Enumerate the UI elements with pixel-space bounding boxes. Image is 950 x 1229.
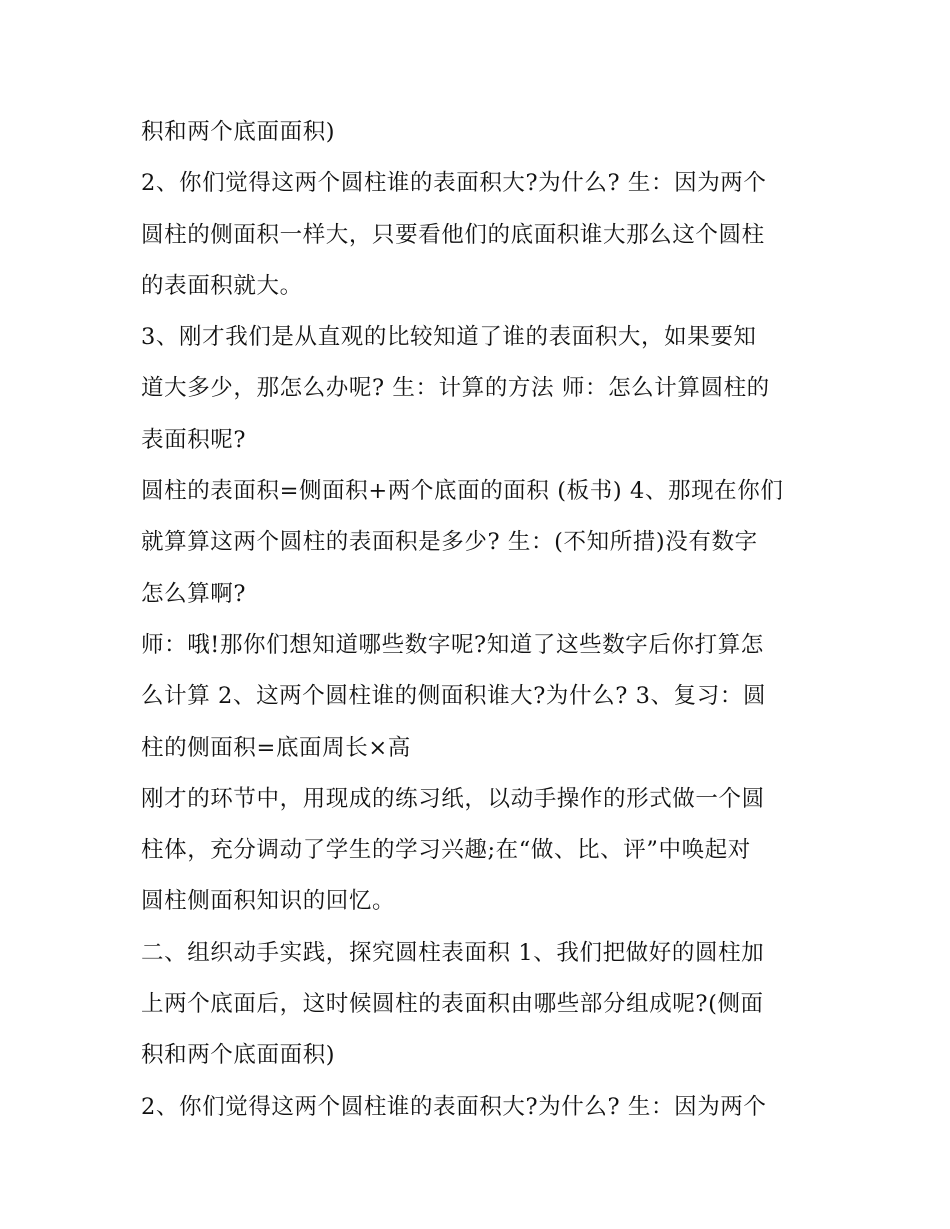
document-body bbox=[141, 107, 821, 1133]
text-line: 积和两个底面面积) bbox=[141, 119, 336, 145]
text-line: 的表面积就大。 bbox=[141, 272, 303, 299]
text-line: 么计算 2、这两个圆柱谁的侧面积谁大?为什么? 3、复习：圆 bbox=[141, 683, 767, 710]
text-line: 师：哦!那你们想知道哪些数字呢?知道了这些数字后你打算怎 bbox=[141, 631, 764, 658]
text-line: 就算算这两个圆柱的表面积是多少? 生：(不知所措)没有数字 bbox=[141, 529, 758, 556]
text-line: 柱体，充分调动了学生的学习兴趣;在“做、比、评”中唤起对 bbox=[141, 837, 751, 864]
text-line: 圆柱的侧面积一样大，只要看他们的底面积谁大那么这个圆柱 bbox=[141, 221, 765, 248]
text-line: 上两个底面后，这时候圆柱的表面积由哪些部分组成呢?(侧面 bbox=[141, 991, 764, 1018]
text-line: 柱的侧面积=底面周长×高 bbox=[141, 734, 411, 761]
text-line: 2、你们觉得这两个圆柱谁的表面积大?为什么? 生：因为两个 bbox=[141, 1093, 767, 1120]
text-line: 怎么算啊? bbox=[141, 580, 247, 607]
text-line: 表面积呢? bbox=[141, 426, 247, 453]
text-line: 刚才的环节中，用现成的练习纸，以动手操作的形式做一个圆 bbox=[141, 785, 765, 812]
text-line: 圆柱侧面积知识的回忆。 bbox=[141, 888, 396, 915]
text-line: 圆柱的表面积=侧面积+两个底面的面积 (板书) 4、那现在你们 bbox=[141, 478, 784, 505]
text-line: 道大多少，那怎么办呢? 生：计算的方法 师：怎么计算圆柱的 bbox=[141, 375, 770, 402]
text-line: 积和两个底面面积) bbox=[141, 1042, 336, 1069]
text-line: 二、组织动手实践，探究圆柱表面积 1、我们把做好的圆柱加 bbox=[141, 939, 765, 966]
text-line: 3、刚才我们是从直观的比较知道了谁的表面积大，如果要知 bbox=[141, 324, 757, 351]
text-line: 2、你们觉得这两个圆柱谁的表面积大?为什么? 生：因为两个 bbox=[141, 170, 767, 197]
